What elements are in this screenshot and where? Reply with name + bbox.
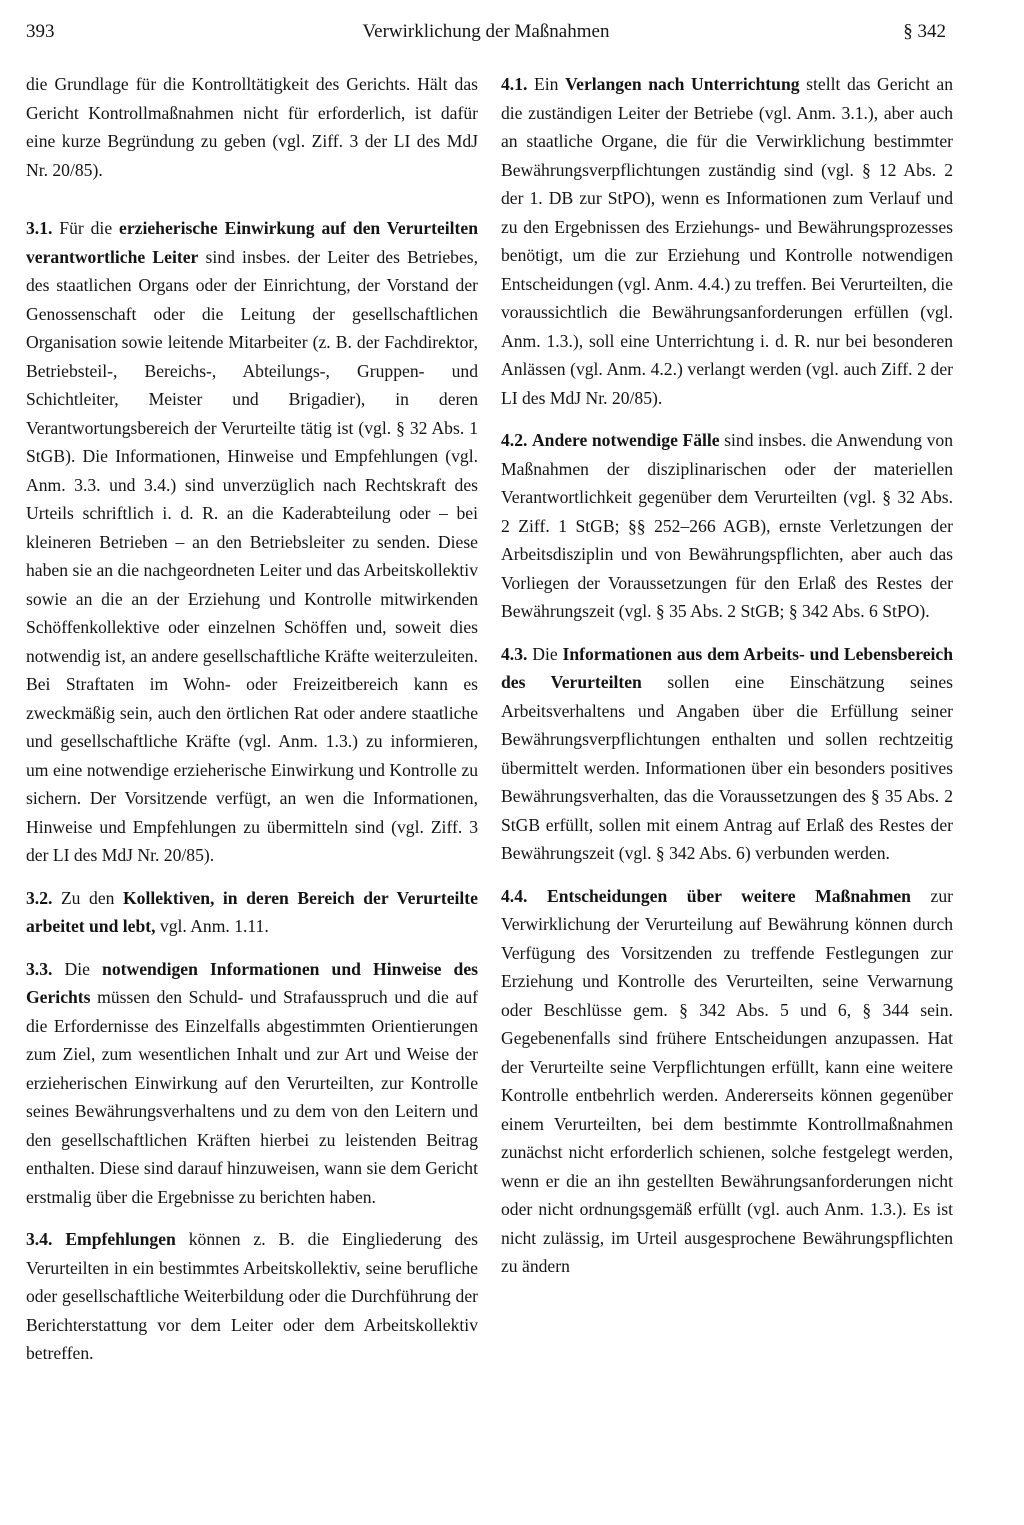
- paragraph-text: sind insbes. der Leiter des Betriebes, des staatlichen Organs oder der Einrichtung, der Vorstand der Genossenschaft oder die Leitung der gesellschaftlichen Organisation sowie leitende Mitarbeiter (z. B. der Fachdirektor, Betriebsteil-, Bereichs-, Abteilungs-, Gruppen- und Schichtleiter, Meister und Brigadier), in deren Verantwortungsbereich der Verurteilte tätig ist (vgl. § 32 Abs. 1 StGB). Die Informationen, Hinweise und Empfehlungen (vgl. Anm. 3.3. und 3.4.) sind unverzüglich nach Rechtskraft des Urteils schriftlich i. d. R. an die Kaderabteilung oder – bei kleineren Betrieben – an den Betriebsleiter zu senden. Diese haben sie an die nachgeordneten Leiter und das Arbeitskollektiv sowie an die an der Erziehung und Kontrolle mitwirkenden Schöffenkollektive oder einzelnen Schöffen und, soweit dies notwendig ist, an andere gesellschaftliche Kräfte weiterzuleiten. Bei Straftaten im Wohn- oder Freizeitbereich kann es zweckmäßig sein, auch den örtlichen Rat oder andere staatliche und gesellschaftliche Kräfte (vgl. Anm. 1.3.) zu informieren, um eine notwendige erzieherische Einwirkung und Kontrolle zu sichern. Der Vorsitzende verfügt, an wen die Informationen, Hinweise und Empfehlungen zu übermitteln sind (vgl. Ziff. 3 der LI des MdJ Nr. 20/85).: [26, 246, 478, 865]
- paragraph-text: stellt das Gericht an die zuständigen Leiter der Betriebe (vgl. Anm. 3.1.), aber auch an staatliche Organe, die für die Verwirklichung bestimmter Bewährungsverpflichtungen zuständig sind (vgl. § 12 Abs. 2 der 1. DB zur StPO), wenn es Informationen zum Verlauf und zu den Ergebnissen des Erziehungs- und Bewährungsprozesses benötigt, um die zur Erziehung und Kontrolle notwendigen Entscheidungen (vgl. Anm. 4.4.) zu treffen. Bei Verurteilten, die voraussichtlich die Bewährungsanforderungen erfüllen (vgl. Anm. 1.3.), soll eine Unterrichtung i. d. R. nur bei besonderen Anlässen (vgl. Anm. 4.2.) verlangt werden (vgl. auch Ziff. 2 der LI des MdJ Nr. 20/85).: [501, 74, 954, 408]
- paragraph-4-1: [501, 70, 953, 412]
- paragraph-keyword: Verlangen nach Unterrichtung: [565, 74, 800, 94]
- paragraph-3-3: [26, 955, 478, 1212]
- paragraph-continuation: [26, 70, 478, 184]
- paragraph-number: 3.4.: [26, 1229, 53, 1249]
- paragraph-keyword: notwendigen Informationen und Hinweise des Gerichts: [26, 958, 478, 1007]
- paragraph-3-4: [26, 1225, 478, 1368]
- section-reference: § 342: [903, 21, 946, 42]
- paragraph-text: sollen eine Einschätzung seines Arbeitsverhaltens und Angaben über die Erfüllung seiner Bewährungsverpflichtungen enthalten und sollen rechtzeitig übermittelt werden. Informationen über ein besonders positives Bewährungsverhalten, das die Voraussetzungen des § 35 Abs. 2 StGB erfüllt, sollen mit einem Antrag auf Erlaß des Restes der Bewährungszeit (vgl. § 342 Abs. 6) verbunden werden.: [501, 672, 953, 863]
- paragraph-keyword: Entscheidungen über weitere Maßnahmen: [546, 885, 911, 906]
- paragraph-lead: Die: [64, 958, 90, 979]
- paragraph-4-4: [501, 882, 953, 1281]
- paragraph-number: 4.2.: [501, 430, 528, 450]
- paragraph-3-2: [26, 884, 478, 941]
- paragraph-text: sind insbes. die Anwendung von Maßnahmen der disziplinarischen oder der materiellen Verantwortlichkeit gegenüber dem Verurteilten (vgl. § 32 Abs. 2 Ziff. 1 StGB; §§ 252–266 AGB), ernste Verletzungen der Arbeitsdisziplin und von Bewährungspflichten, aber auch das Vorliegen der Voraussetzungen für den Erlaß des Restes der Bewährungszeit (vgl. § 35 Abs. 2 StGB; § 342 Abs. 6 StPO).: [501, 430, 953, 621]
- paragraph-text: können z. B. die Eingliederung des Verurteilten in ein bestimmtes Arbeitskollektiv, seine berufliche oder gesellschaftliche Weiterbildung oder die Durchführung der Berichterstattung vor dem Leiter oder dem Arbeitskollektiv betreffen.: [26, 1229, 479, 1363]
- paragraph-text: zur Verwirklichung der Verurteilung auf Bewährung können durch Verfügung des Vorsitzenden zu treffende Festlegungen zur Erziehung und Kontrolle des Verurteilten, seine Verwarnung oder Beschlüsse gem. § 342 Abs. 5 und 6, § 344 sein. Gegebenenfalls sind frühere Entscheidungen anzupassen. Hat der Verurteilte seine Verpflichtungen erfüllt, kann eine weitere Kontrolle entbehrlich werden. Andererseits können gegenüber einem Verurteilten, bei dem bestimmte Kontrollmaßnahmen zunächst nicht erforderlich schienen, solche festgelegt werden, wenn er die an ihn gestellten Bewährungsanforderungen nicht oder nicht ordnungsgemäß erfüllt (vgl. auch Anm. 1.3.). Es ist nicht zulässig, im Urteil ausgesprochene Bewährungspflichten zu ändern: [501, 885, 954, 1276]
- page-number: 393: [26, 21, 55, 42]
- paragraph-keyword: erzieherische Einwirkung auf den Verurteilten verantwortliche Leiter: [26, 218, 478, 267]
- paragraph-keyword: Andere notwendige Fälle: [531, 430, 720, 450]
- paragraph-text: die Grundlage für die Kontrolltätigkeit des Gerichts. Hält das Gericht Kontrollmaßnahmen nicht für erforderlich, ist dafür eine kurze Begründung zu geben (vgl. Ziff. 3 der LI des MdJ Nr. 20/85).: [26, 74, 478, 180]
- paragraph-number: 3.2.: [26, 887, 53, 908]
- page-header: [26, 18, 946, 46]
- paragraph-number: 4.3.: [501, 643, 528, 664]
- paragraph-text: müssen den Schuld- und Strafausspruch und die auf die Erfordernisse des Einzelfalls abgestimmten Orientierungen zum Ziel, zum wesentlichen Inhalt und zur Art und Weise der erzieherischen Einwirkung auf den Verurteilten, zur Kontrolle seines Bewährungsverhaltens und zu dem von den Leitern und den gesellschaftlichen Kräften hierbei zu leistenden Beitrag enthalten. Diese sind darauf hinzuweisen, wann sie dem Gericht erstmalig über die Ergebnisse zu berichten haben.: [26, 987, 478, 1207]
- paragraph-text: vgl. Anm. 1.11.: [159, 916, 269, 936]
- paragraph-4-2: [501, 426, 953, 626]
- paragraph-keyword: Kollektiven, in deren Bereich der Verurteilte arbeitet und lebt,: [26, 887, 478, 936]
- left-column: [26, 70, 478, 1382]
- paragraph-keyword: Informationen aus dem Arbeits- und Lebensbereich des Verurteilten: [501, 643, 954, 692]
- paragraph-keyword: Empfehlungen: [65, 1229, 176, 1249]
- paragraph-lead: Für die: [59, 218, 113, 238]
- paragraph-number: 4.4.: [501, 885, 528, 906]
- paragraph-4-3: [501, 640, 953, 868]
- paragraph-lead: Die: [532, 643, 558, 664]
- paragraph-number: 3.1.: [26, 218, 53, 238]
- paragraph-number: 4.1.: [501, 74, 528, 94]
- paragraph-number: 3.3.: [26, 958, 53, 979]
- paragraph-3-1: [26, 214, 478, 870]
- paragraph-lead: Zu den: [60, 887, 115, 908]
- running-title: Verwirklichung der Maßnahmen: [362, 21, 610, 42]
- paragraph-lead: Ein: [534, 74, 559, 94]
- right-column: [501, 70, 953, 1295]
